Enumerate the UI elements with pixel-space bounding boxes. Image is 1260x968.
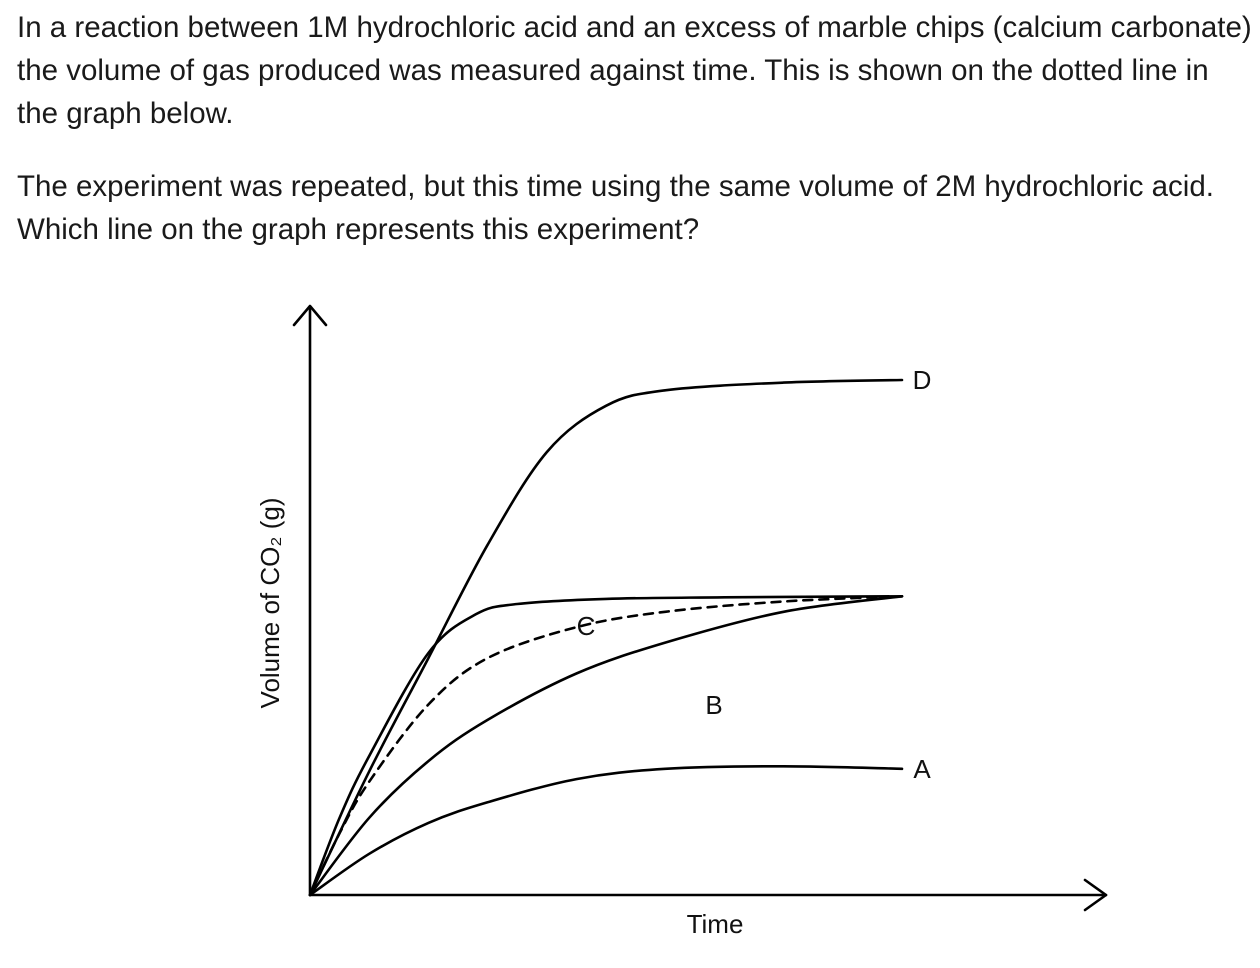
x-axis-label: Time — [686, 909, 744, 939]
question-paragraph-1: In a reaction between 1M hydrochloric acid and an excess of marble chips (calcium carbonate) the volume of gas produced was measured against time. This is shown on the dotted line in the graph below. — [17, 11, 1252, 130]
curve-label-b: B — [705, 690, 723, 720]
curve-labels — [577, 365, 932, 784]
curve-label-d: D — [912, 365, 932, 395]
curve-label-a: A — [913, 753, 931, 784]
y-axis-label: Volume of CO₂ (g) — [255, 497, 285, 709]
curve-d — [310, 380, 902, 895]
curves — [310, 380, 902, 895]
curve-c — [310, 596, 902, 895]
curve-dotted — [310, 596, 902, 895]
curve-label-c: C — [576, 611, 596, 641]
curve-b — [310, 596, 902, 895]
question-paragraph-2: The experiment was repeated, but this time using the same volume of 2M hydrochloric acid. Which line on the graph represents this experiment? — [17, 170, 1214, 246]
